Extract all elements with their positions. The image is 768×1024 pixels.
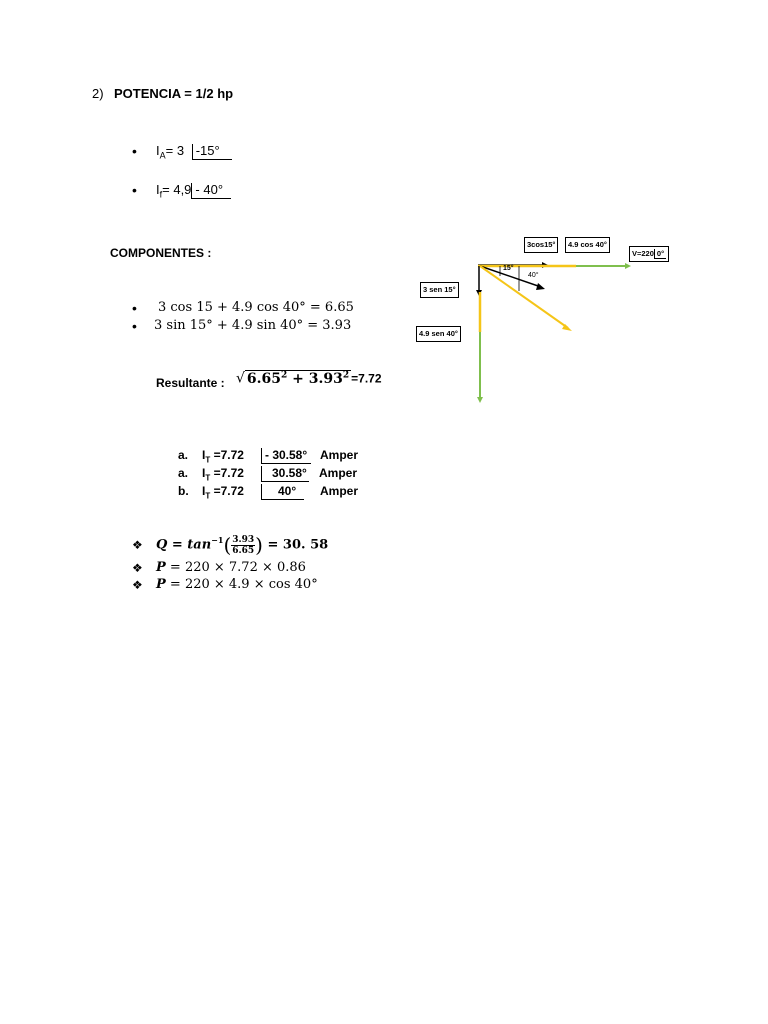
- diamond-bullet: ❖: [132, 561, 143, 575]
- resultante-result: =7.72: [351, 371, 382, 386]
- if-phasor: [480, 266, 568, 328]
- resultante-label: Resultante :: [156, 376, 225, 390]
- sqrt-content: $6.65^2 + 3.93^2$: [246, 370, 350, 387]
- section-title: POTENCIA = 1/2 hp: [114, 86, 234, 101]
- current-value: = 4,9: [162, 182, 192, 197]
- arrowhead: [625, 263, 631, 269]
- voltage-label: V=220 0°: [629, 246, 669, 262]
- sen15-label: 3 sen 15°: [420, 282, 459, 298]
- q-formula: $Q = \tan^{-1}$( $\frac{3.93}{6.65}$ ) = 30. 58: [156, 533, 329, 557]
- phasor-angle: - 40°: [191, 183, 231, 199]
- current-subscript: A: [159, 150, 166, 161]
- total-angle: 30.58°: [261, 466, 309, 482]
- cos15-label: 3cos15°: [524, 237, 558, 253]
- p-formula-2: P = 220 × 4.9 × cos 40°: [156, 577, 318, 592]
- list-marker: a.: [178, 448, 189, 462]
- unit-label: Amper: [319, 466, 358, 480]
- p-formula-1: P = 220 × 7.72 × 0.86: [156, 560, 306, 575]
- arrowhead: [477, 397, 483, 403]
- total-current: $I_T =7.72$: [202, 448, 244, 465]
- current-value: = 3: [165, 143, 185, 158]
- total-current: $I_T =7.72$: [202, 484, 244, 501]
- total-current: $I_T =7.72$: [202, 466, 244, 483]
- current-symbol: I: [156, 182, 160, 197]
- sen40-label: 4.9 sen 40°: [416, 326, 461, 342]
- bullet: •: [132, 182, 137, 198]
- total-angle: 40°: [261, 484, 304, 500]
- diamond-bullet: ❖: [132, 578, 143, 592]
- bullet: •: [132, 300, 137, 316]
- component-cos-line: 3 cos 15 + 4.9 cos 40° = 6.65: [158, 300, 354, 315]
- unit-label: Amper: [320, 448, 359, 462]
- phasor-angle: -15°: [192, 144, 232, 160]
- current-symbol: I: [156, 143, 160, 158]
- total-angle: - 30.58°: [261, 448, 311, 464]
- angle-40-label: 40°: [528, 272, 539, 279]
- current-subscript: f: [159, 189, 163, 200]
- component-sin-line: 3 sin 15° + 4.9 sin 40° = 3.93: [154, 318, 352, 333]
- unit-label: Amper: [320, 484, 359, 498]
- diamond-bullet: ❖: [132, 538, 143, 552]
- bullet: •: [132, 318, 137, 334]
- list-marker: a.: [178, 466, 189, 480]
- sqrt-symbol: √: [236, 370, 245, 387]
- angle-15-label: 15°: [503, 265, 514, 272]
- list-marker: b.: [178, 484, 189, 498]
- componentes-title: COMPONENTES :: [110, 246, 212, 260]
- cos40-label: 4.9 cos 40°: [565, 237, 610, 253]
- bullet: •: [132, 143, 137, 159]
- section-number: 2): [92, 86, 104, 101]
- arrowhead: [536, 283, 545, 290]
